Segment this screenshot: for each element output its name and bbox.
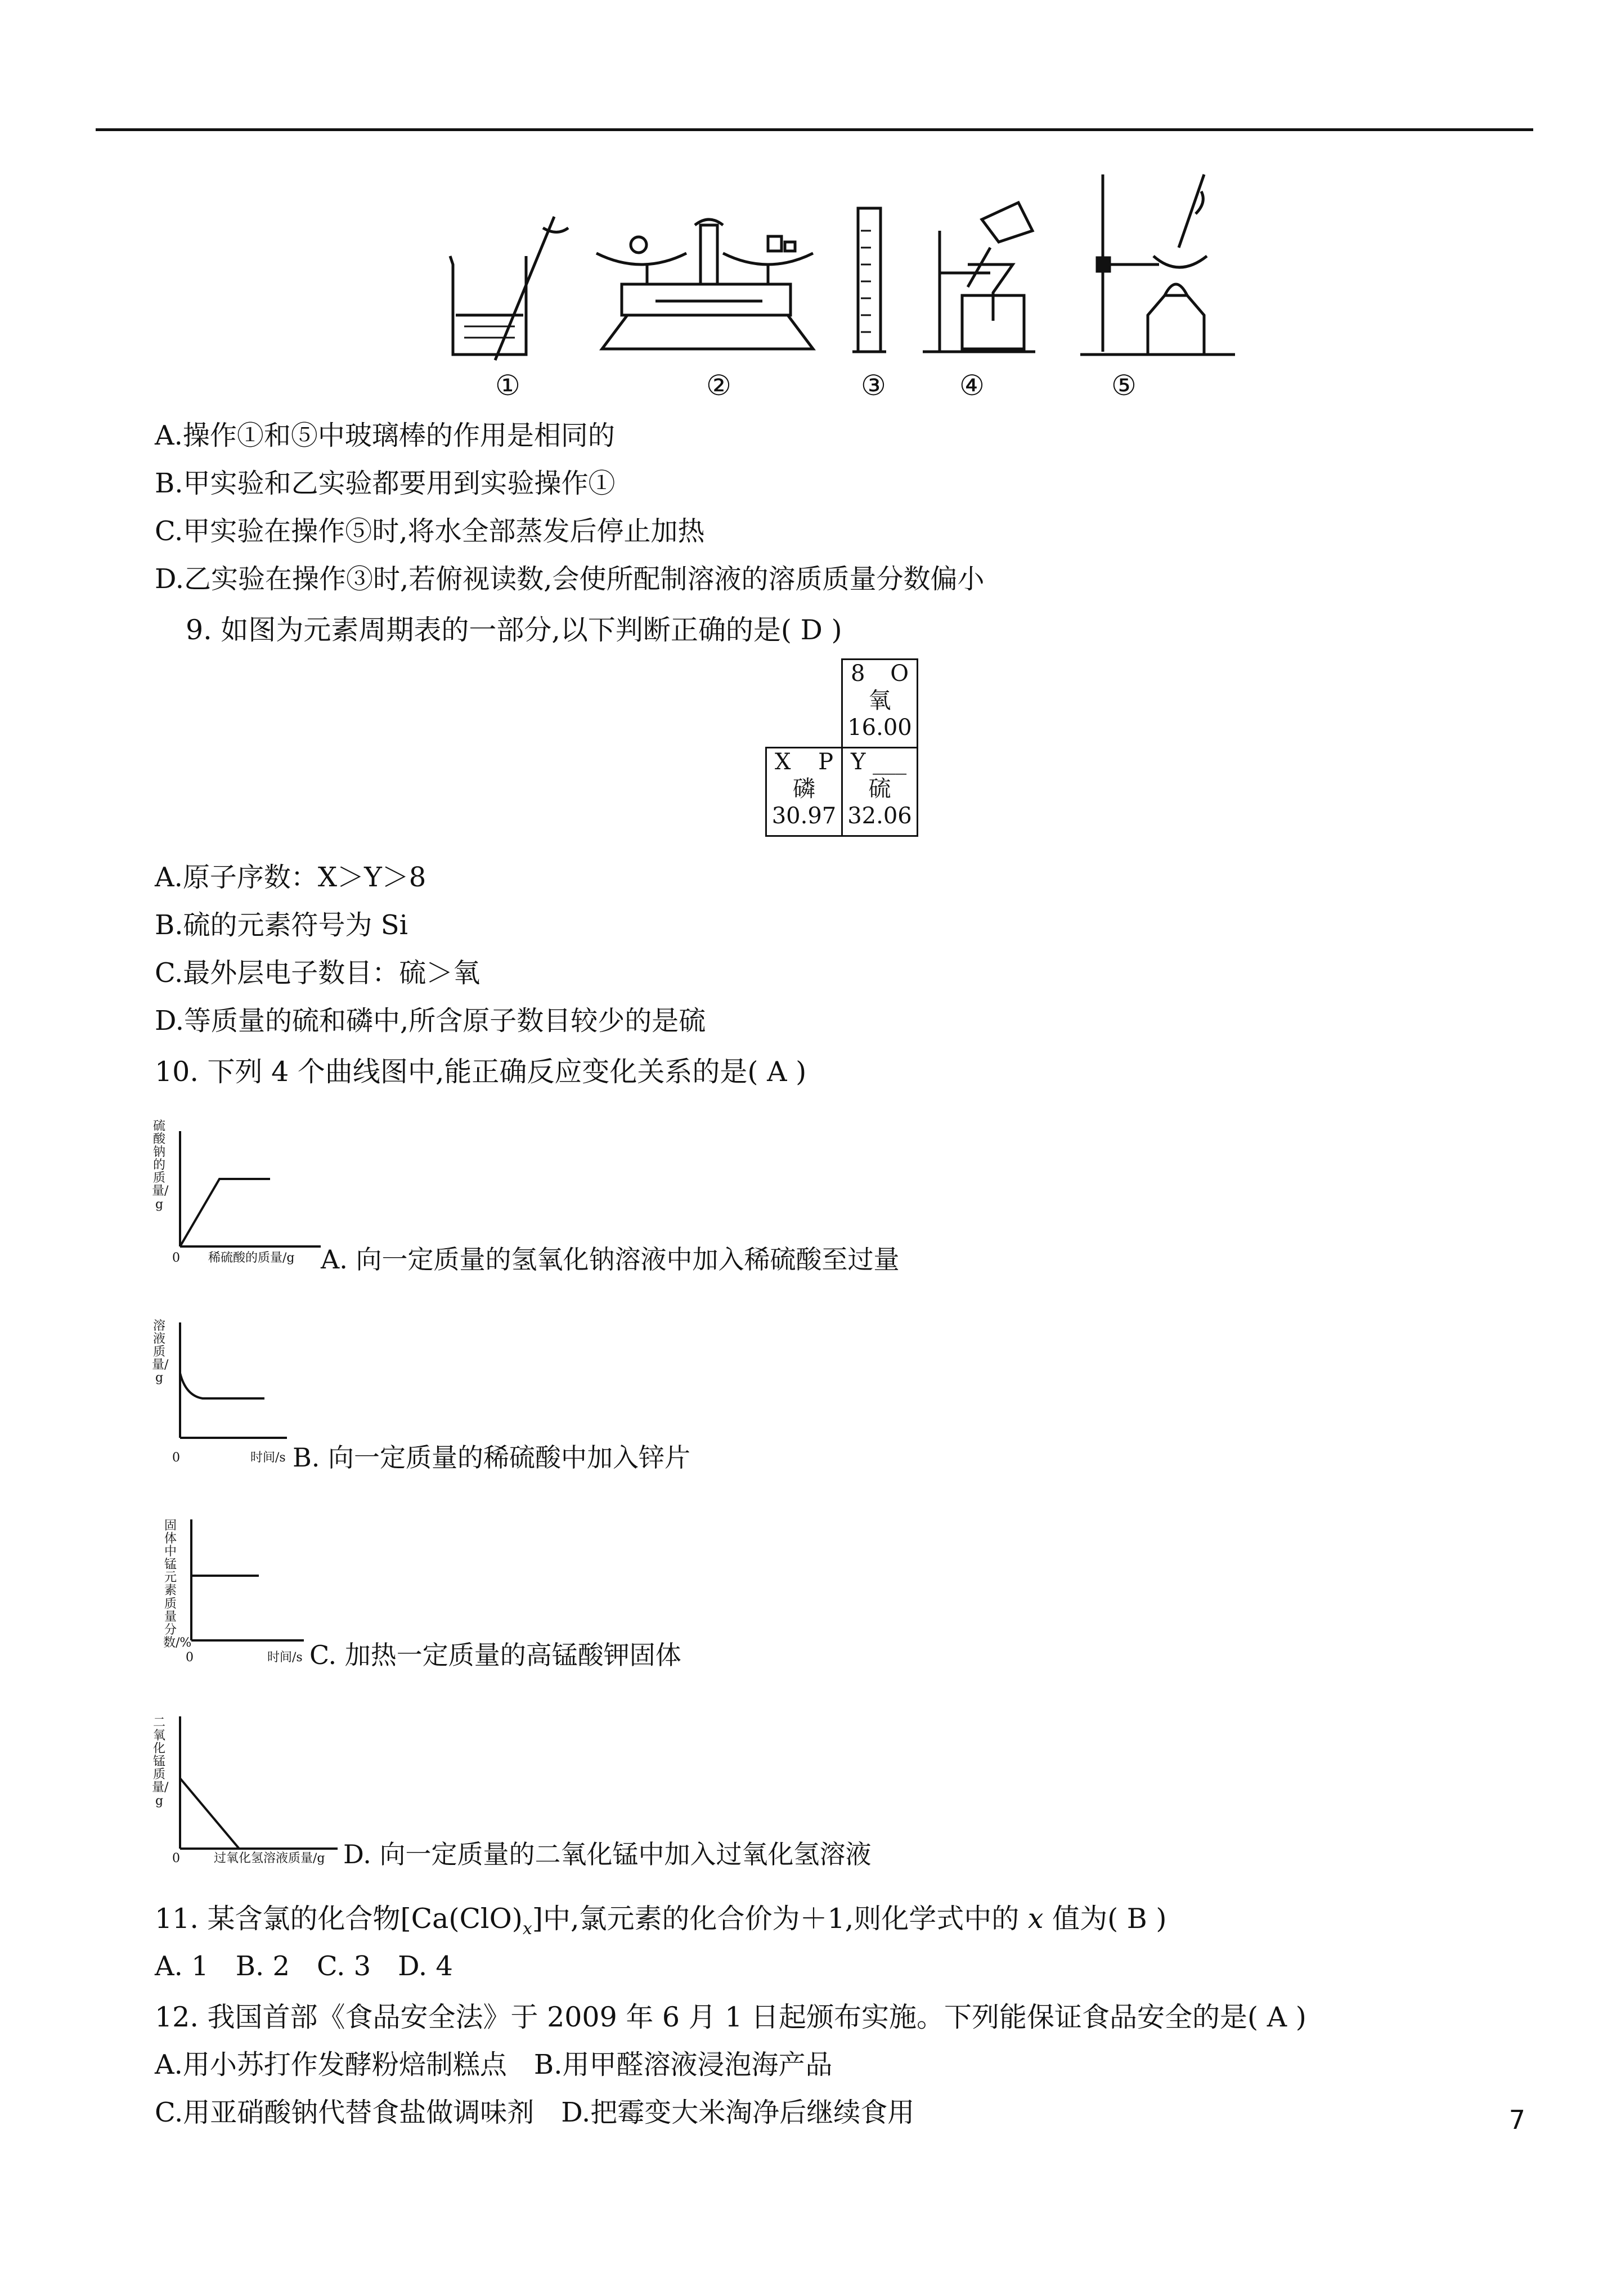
page-number: 7 bbox=[1508, 2105, 1525, 2135]
q9-option-a: A.原子序数：X＞Y＞8 bbox=[155, 862, 426, 893]
figure-label-3: ③ bbox=[861, 369, 886, 402]
cell-phosphorus-top bbox=[767, 748, 841, 775]
graph-a bbox=[169, 1125, 332, 1261]
q11-stem bbox=[155, 1905, 1167, 1938]
cell-oxygen-top bbox=[843, 660, 917, 687]
q12-options-row2: C.用亚硝酸钠代替食盐做调味剂 D.把霉变大米淘净后继续食用 bbox=[155, 2097, 915, 2128]
q12-stem-text: 12. 我国首部《食品安全法》于 2009 年 6 月 1 日起颁布实施。下列能保证食品安全的是( bbox=[155, 2001, 1259, 2033]
q12-close: ) bbox=[1295, 2001, 1306, 2033]
graph-b bbox=[169, 1317, 298, 1452]
graduated-cylinder bbox=[858, 208, 881, 352]
cell-sulfur bbox=[841, 747, 918, 837]
q9-option-d: D.等质量的硫和磷中,所含原子数目较少的是硫 bbox=[155, 1005, 706, 1037]
graph-a-origin: 0 bbox=[172, 1251, 180, 1265]
oxygen-number: 8 bbox=[851, 661, 865, 687]
cell-sulfur-top bbox=[843, 748, 917, 775]
q12-stem bbox=[155, 2003, 1306, 2031]
q8-option-c: C.甲实验在操作⑤时,将水全部蒸发后停止加热 bbox=[155, 515, 705, 547]
cell-oxygen bbox=[841, 658, 918, 748]
q9-stem-text: 9. 如图为元素周期表的一部分,以下判断正确的是( bbox=[186, 614, 792, 646]
graph-a-caption: A. 向一定质量的氢氧化钠溶液中加入稀硫酸至过量 bbox=[321, 1244, 900, 1275]
q11-var: x bbox=[1027, 1903, 1044, 1935]
q9-option-c: C.最外层电子数目：硫＞氧 bbox=[155, 957, 481, 989]
oxygen-name: 氧 bbox=[868, 688, 891, 714]
q9-stem bbox=[186, 616, 842, 644]
q8-option-b: B.甲实验和乙实验都要用到实验操作① bbox=[155, 468, 616, 499]
q11-stem-a: 11. 某含氯的化合物[Ca(ClO) bbox=[155, 1903, 523, 1935]
phosphorus-symbol: P bbox=[818, 749, 833, 775]
graph-d-caption: D. 向一定质量的二氧化锰中加入过氧化氢溶液 bbox=[343, 1839, 872, 1869]
q8-option-d: D.乙实验在操作③时,若俯视读数,会使所配制溶液的溶质质量分数偏小 bbox=[155, 563, 985, 595]
sulfur-name: 硫 bbox=[868, 776, 891, 802]
graph-c-caption: C. 加热一定质量的高锰酸钾固体 bbox=[309, 1640, 681, 1670]
graph-a-ylabel: 硫酸钠的质量/g bbox=[152, 1119, 169, 1212]
q11-close: ) bbox=[1156, 1903, 1167, 1935]
balance bbox=[602, 315, 813, 349]
q10-close: ) bbox=[796, 1056, 807, 1088]
apparatus-illustrations bbox=[0, 0, 1621, 405]
graph-b-curve bbox=[180, 1373, 264, 1398]
q12-options-row1: A.用小苏打作发酵粉焙制糕点 B.用甲醛溶液浸泡海产品 bbox=[155, 2049, 833, 2080]
q11-subscript: x bbox=[522, 1918, 532, 1939]
beaker-1 bbox=[450, 256, 526, 355]
q8-option-a: A.操作①和⑤中玻璃棒的作用是相同的 bbox=[155, 420, 615, 451]
phosphorus-number: X bbox=[775, 749, 791, 775]
graph-b-origin: 0 bbox=[172, 1451, 180, 1465]
graph-b-xlabel: 时间/s bbox=[250, 1451, 286, 1465]
graph-d-curve bbox=[180, 1778, 239, 1849]
graph-a-curve bbox=[180, 1179, 270, 1246]
phosphorus-mass: 30.97 bbox=[771, 803, 837, 829]
graph-b-ylabel: 溶液质量/g bbox=[152, 1319, 169, 1385]
graph-a-xlabel: 稀硫酸的质量/g bbox=[208, 1251, 295, 1265]
graph-c-ylabel: 固体中锰元素质量分数/% bbox=[163, 1519, 192, 1650]
sulfur-symbol: ___ bbox=[873, 749, 907, 775]
oxygen-symbol: O bbox=[890, 661, 909, 687]
q11-stem-b: ]中,氯元素的化合价为＋1,则化学式中的 bbox=[532, 1903, 1020, 1935]
phosphorus-name: 磷 bbox=[793, 776, 815, 802]
sulfur-mass: 32.06 bbox=[847, 803, 912, 829]
q11-stem-c: 值为( bbox=[1052, 1903, 1119, 1935]
q9-close: ) bbox=[831, 614, 842, 646]
graph-c bbox=[180, 1514, 315, 1649]
q11-options: A. 1 B. 2 C. 3 D. 4 bbox=[155, 1950, 453, 1982]
q12-answer: A bbox=[1267, 2001, 1287, 2033]
oxygen-mass: 16.00 bbox=[847, 715, 912, 741]
q10-answer: A bbox=[767, 1056, 787, 1088]
figure-label-5: ⑤ bbox=[1111, 369, 1137, 402]
graph-b-caption: B. 向一定质量的稀硫酸中加入锌片 bbox=[293, 1442, 691, 1473]
q9-answer: D bbox=[800, 614, 823, 646]
graph-c-origin: 0 bbox=[186, 1651, 194, 1665]
sulfur-number: Y bbox=[851, 749, 866, 775]
graph-d-origin: 0 bbox=[172, 1851, 180, 1866]
figure-label-1: ① bbox=[495, 369, 520, 402]
q10-stem bbox=[155, 1058, 806, 1086]
q10-stem-text: 10. 下列 4 个曲线图中,能正确反应变化关系的是( bbox=[155, 1056, 758, 1088]
graph-d-xlabel: 过氧化氢溶液质量/g bbox=[214, 1851, 325, 1866]
figure-label-4: ④ bbox=[959, 369, 985, 402]
q11-answer: B bbox=[1126, 1903, 1147, 1935]
graph-d bbox=[169, 1711, 349, 1857]
graph-c-xlabel: 时间/s bbox=[267, 1651, 303, 1665]
graph-d-ylabel: 二氧化锰质量/g bbox=[152, 1716, 169, 1808]
q9-option-b: B.硫的元素符号为 Si bbox=[155, 909, 408, 941]
figure-label-2: ② bbox=[706, 369, 731, 402]
cell-phosphorus bbox=[765, 747, 843, 837]
